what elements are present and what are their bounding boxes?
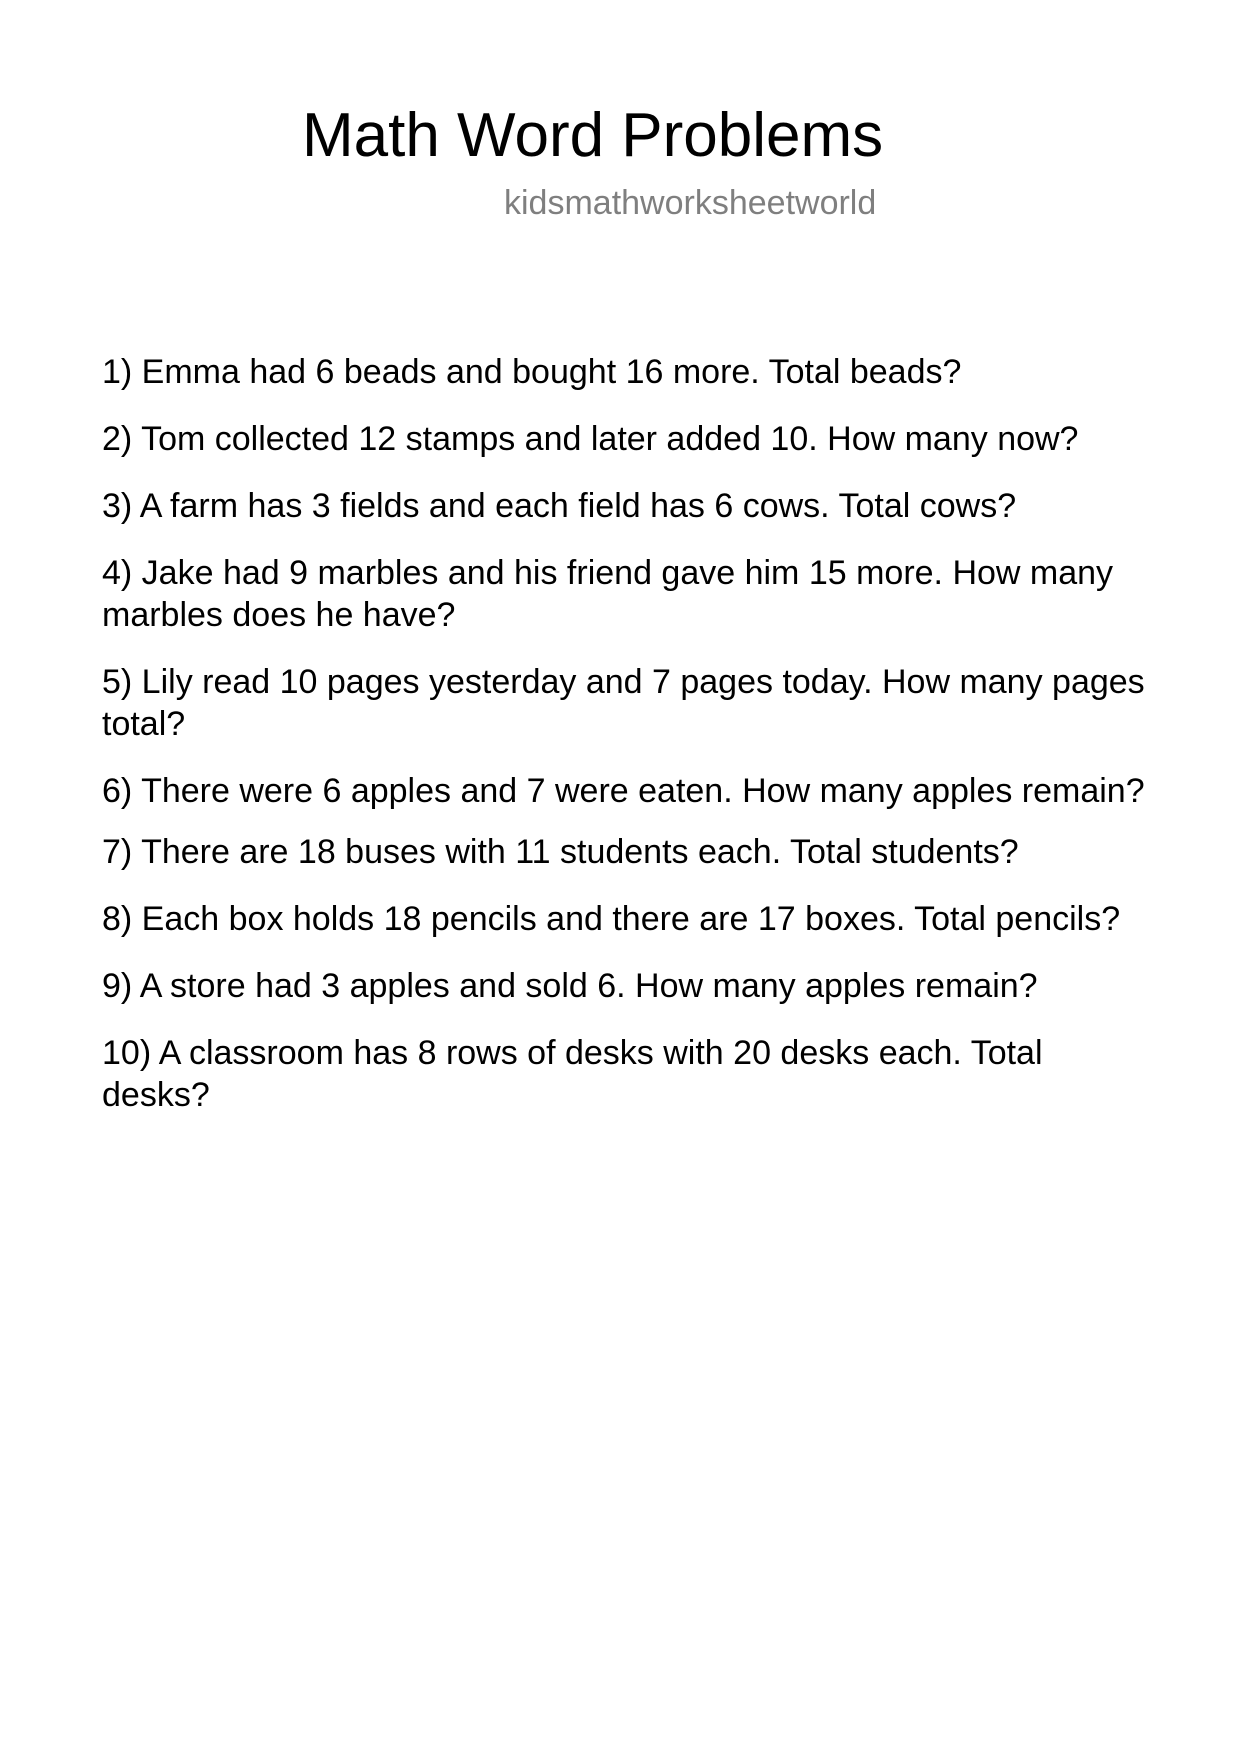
problem-item-4: 4) Jake had 9 marbles and his friend gave him 15 more. How many marbles does he have? — [102, 554, 1114, 634]
problem-item-7: 7) There are 18 buses with 11 students each. Total students? — [102, 833, 1019, 871]
problem-item-2: 2) Tom collected 12 stamps and later added 10. How many now? — [102, 420, 1079, 458]
problem-item-6: 6) There were 6 apples and 7 were eaten. How many apples remain? — [102, 772, 1145, 810]
problem-list — [102, 351, 1152, 1116]
problem-item-3: 3) A farm has 3 fields and each field has 6 cows. Total cows? — [102, 487, 1017, 525]
page-title: Math Word Problems — [302, 101, 884, 170]
page-subtitle: kidsmathworksheetworld — [504, 184, 877, 222]
problem-item-5: 5) Lily read 10 pages yesterday and 7 pages today. How many pages total? — [102, 663, 1145, 743]
problem-item-9: 9) A store had 3 apples and sold 6. How many apples remain? — [102, 967, 1038, 1005]
problem-item-10: 10) A classroom has 8 rows of desks with 20 desks each. Total desks? — [102, 1034, 1043, 1114]
problem-item-8: 8) Each box holds 18 pencils and there are 17 boxes. Total pencils? — [102, 900, 1121, 938]
problem-item-1: 1) Emma had 6 beads and bought 16 more. Total beads? — [102, 353, 962, 391]
